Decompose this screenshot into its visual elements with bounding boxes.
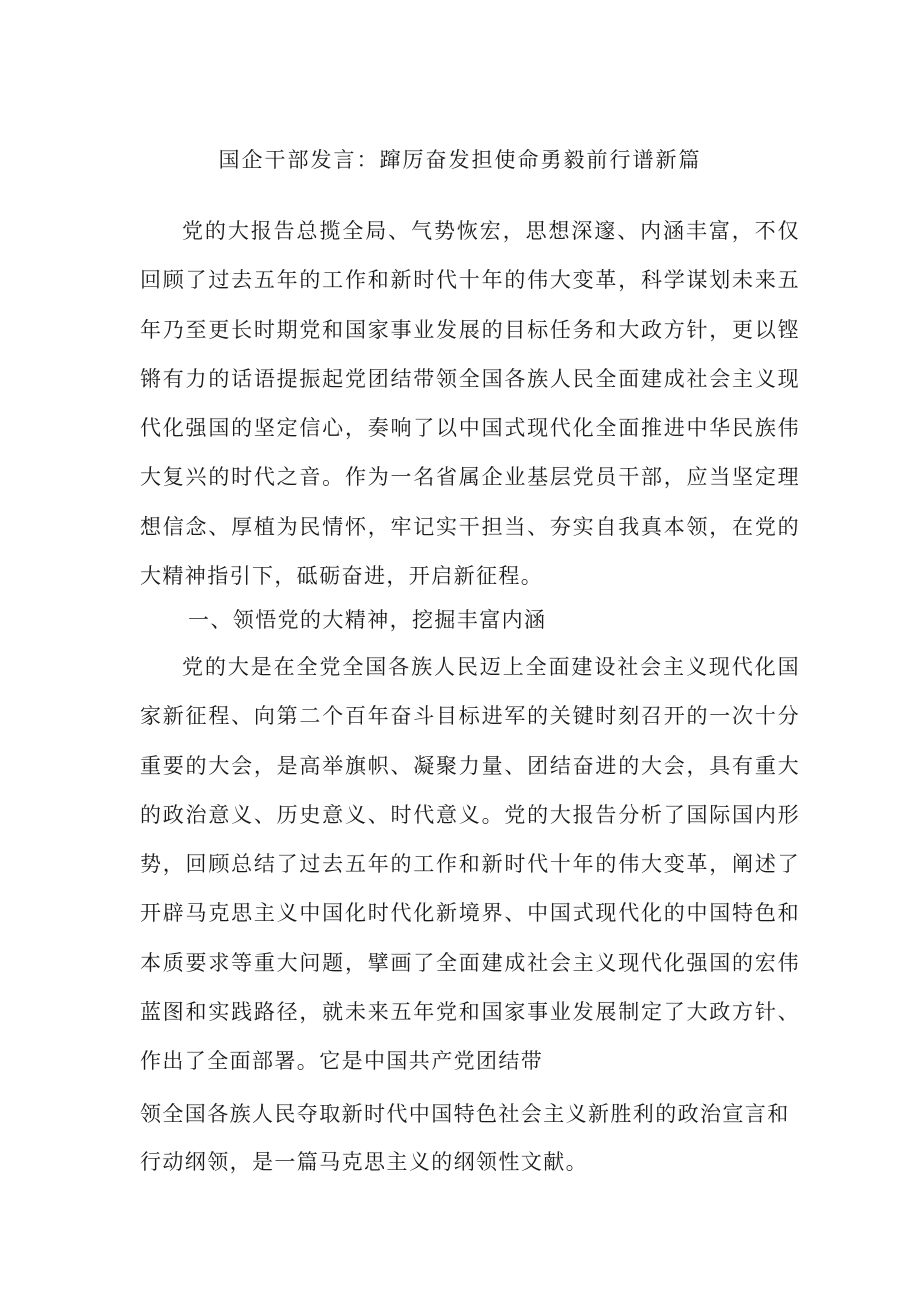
body-paragraph-section-1: 党的大是在全党全国各族人民迈上全面建设社会主义现代化国家新征程、向第二个百年奋斗目标进军的关键时刻召开的一次十分重要的大会，是高举旗帜、凝聚力量、团结奋进的大会，具有重大的政治意义、历史意义、时代意义。党的大报告分析了国际国内形势，回顾总结了过去五年的工作和新时代十年的伟大变革，阐述了开辟马克思主义中国化时代化新境界、中国式现代化的中国特色和本质要求等重大问题，擘画了全面建成社会主义现代化强国的宏伟蓝图和实践路径，就未来五年党和国家事业发展制定了大政方针、作出了全面部署。它是中国共产党团结带 [140,655,800,1074]
document-title: 国企干部发言：蹿厉奋发担使命勇毅前行谱新篇 [218,148,702,172]
section-heading: 一、领悟党的大精神，挖掘丰富内涵 [188,608,547,632]
body-paragraph-continuation: 领全国各族人民夺取新时代中国特色社会主义新胜利的政治宣言和行动纲领，是一篇马克思主义的纲领性文献。 [140,1102,790,1174]
body-paragraph-intro: 党的大报告总揽全局、气势恢宏，思想深邃、内涵丰富，不仅回顾了过去五年的工作和新时代十年的伟大变革，科学谋划未来五年乃至更长时期党和国家事业发展的目标任务和大政方针，更以铿锵有力的话语提振起党团结带领全国各族人民全面建成社会主义现代化强国的坚定信心，奏响了以中国式现代化全面推进中华民族伟大复兴的时代之音。作为一名省属企业基层党员干部，应当坚定理想信念、厚植为民情怀，牢记实干担当、夯实自我真本领，在党的大精神指引下，砥砺奋进，开启新征程。 [140,219,800,589]
